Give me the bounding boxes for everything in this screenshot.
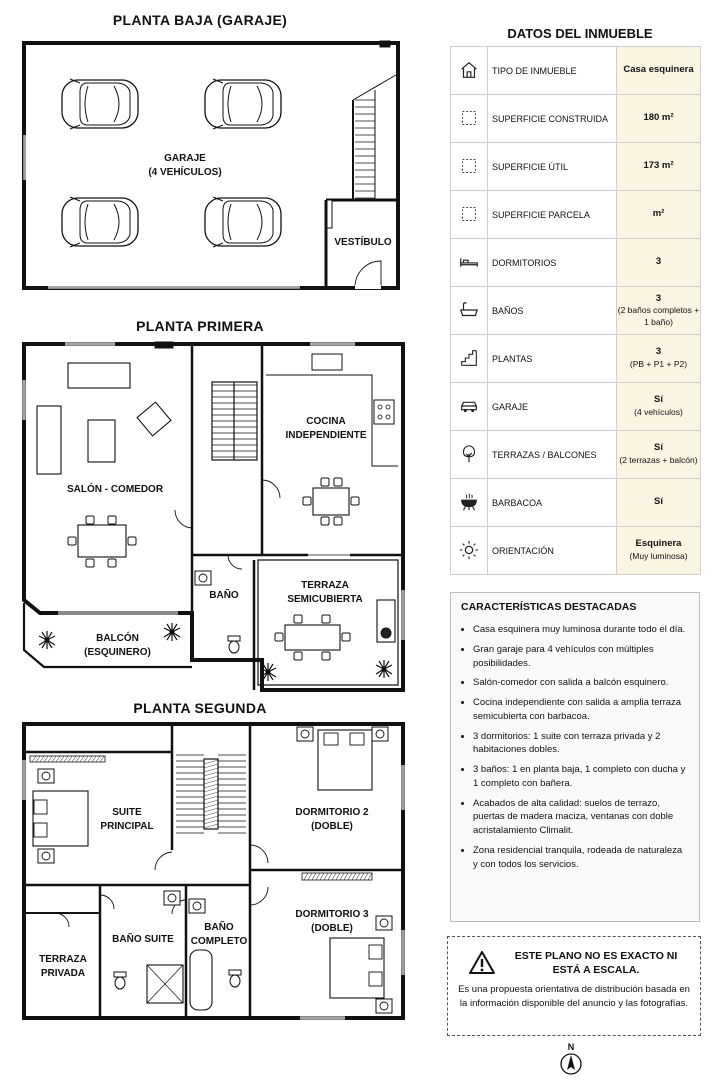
room-dormitorio-3: DORMITORIO 3 (DOBLE) [295,909,369,934]
caracteristica-item: • Acabados de alta calidad: suelos de terrazo, puertas de madera maciza, ventanas con doble acristalamiento Climalit. [473,797,689,838]
datos-value-main: 173 m² [643,160,674,172]
datos-value-sub: (Muy luminosa) [629,551,688,562]
plan-title-planta-baja: PLANTA BAJA (GARAJE) [112,12,288,28]
car-icon [458,395,480,417]
plan-title-planta-primera: PLANTA PRIMERA [136,318,264,334]
datos-icon-cell [451,47,488,95]
room-terraza-privada: TERRAZA PRIVADA [39,954,87,979]
datos-title: DATOS DEL INMUEBLE [507,26,653,41]
caracteristica-item: • Gran garaje para 4 vehículos con múltiples posibilidades. [473,643,689,671]
datos-row [451,335,701,383]
disclaimer-text: Es una propuesta orientativa de distribución basada en la información disponible del anuncio y las fotografías. [458,984,690,1009]
datos-row [451,239,701,287]
room-bano-suite: BAÑO SUITE [112,934,174,945]
datos-row [451,95,701,143]
warning-icon [468,950,496,976]
datos-row [451,191,701,239]
sun-icon [458,539,480,561]
datos-value-sub: (2 baños completos + 1 baño) [617,305,700,327]
caracteristica-item: • 3 baños: 1 en planta baja, 1 completo con ducha y 1 completo con bañera. [473,763,689,791]
datos-value [617,191,701,239]
datos-label: ORIENTACIÓN [488,527,617,575]
datos-table [450,46,701,575]
compass-icon [559,1052,583,1076]
room-garaje: GARAJE (4 VEHÍCULOS) [148,153,222,178]
caracteristica-item: • Salón-comedor con salida a balcón esquinero. [473,676,689,690]
datos-value [617,287,701,335]
datos-icon-cell [451,191,488,239]
caracteristica-item: • Cocina independiente con salida a amplia terraza semicubierta con barbacoa. [473,696,689,724]
caracteristicas-list [461,623,689,871]
datos-icon-cell [451,431,488,479]
datos-icon-cell [451,527,488,575]
north-label: N [567,1042,575,1052]
caracteristica-item: • Casa esquinera muy luminosa durante todo el día. [473,623,689,637]
north-arrow [559,1042,583,1078]
bed-icon [458,251,480,273]
datos-value-sub: (4 vehículos) [634,407,683,418]
area-icon [458,203,480,225]
datos-label: TIPO DE INMUEBLE [488,47,617,95]
datos-label: PLANTAS [488,335,617,383]
datos-row [451,479,701,527]
bathtub-icon [458,299,480,321]
datos-row [451,143,701,191]
datos-row [451,287,701,335]
datos-value-main: Sí [654,394,663,406]
datos-value [617,95,701,143]
room-dormitorio-2: DORMITORIO 2 (DOBLE) [295,807,369,832]
datos-icon-cell [451,143,488,191]
datos-label: BARBACOA [488,479,617,527]
datos-row [451,383,701,431]
datos-icon-cell [451,239,488,287]
datos-value-main: Esquinera [635,538,682,550]
room-balcon: BALCÓN (ESQUINERO) [84,633,151,658]
datos-row [451,47,701,95]
datos-label: BAÑOS [488,287,617,335]
datos-label: GARAJE [488,383,617,431]
datos-value-main: 180 m² [643,112,674,124]
datos-label: SUPERFICIE CONSTRUIDA [488,95,617,143]
datos-value [617,143,701,191]
datos-value-main: m² [652,208,665,220]
datos-label: SUPERFICIE PARCELA [488,191,617,239]
caracteristicas-box [450,592,700,922]
area-icon [458,155,480,177]
datos-value-main: 3 [655,292,662,304]
disclaimer-box [447,936,701,1036]
area-icon [458,107,480,129]
datos-value [617,335,701,383]
plan-title-planta-segunda: PLANTA SEGUNDA [133,700,267,716]
room-salon-comedor: SALÓN - COMEDOR [66,484,164,495]
datos-icon-cell [451,383,488,431]
datos-value-sub: (2 terrazas + balcón) [619,455,698,466]
caracteristica-item: • 3 dormitorios: 1 suite con terraza privada y 2 habitaciones dobles. [473,730,689,758]
datos-value-main: Sí [654,442,663,454]
datos-row [451,431,701,479]
datos-label: TERRAZAS / BALCONES [488,431,617,479]
room-bano-completo: BAÑO COMPLETO [190,922,248,947]
disclaimer-title: ESTE PLANO NO ES EXACTO NI ESTÁ A ESCALA. [514,950,678,977]
caracteristica-item: • Zona residencial tranquila, rodeada de naturaleza y con todos los servicios. [473,844,689,872]
barbecue-icon [458,491,480,513]
datos-value-main: Casa esquinera [623,64,694,76]
datos-row [451,527,701,575]
datos-icon-cell [451,95,488,143]
datos-value [617,383,701,431]
datos-value [617,479,701,527]
datos-value-main: 3 [655,346,662,358]
caracteristicas-title: CARACTERÍSTICAS DESTACADAS [461,601,637,613]
datos-value-main: 3 [655,256,662,268]
room-terraza-semicubierta: TERRAZA SEMICUBIERTA [287,580,363,605]
datos-label: SUPERFICIE ÚTIL [488,143,617,191]
room-bano-p1: BAÑO [209,590,239,601]
datos-icon-cell [451,287,488,335]
datos-value [617,527,701,575]
room-vestibulo: VESTÍBULO [334,237,392,248]
datos-icon-cell [451,335,488,383]
datos-value [617,47,701,95]
room-suite-principal: SUITE PRINCIPAL [100,807,154,832]
house-icon [458,59,480,81]
datos-value [617,239,701,287]
datos-value-main: Sí [654,496,663,508]
datos-value [617,431,701,479]
datos-icon-cell [451,479,488,527]
datos-value-sub: (PB + P1 + P2) [629,359,688,370]
datos-label: DORMITORIOS [488,239,617,287]
tree-icon [458,443,480,465]
stairs-icon [458,347,480,369]
room-cocina: COCINA INDEPENDIENTE [285,416,367,441]
